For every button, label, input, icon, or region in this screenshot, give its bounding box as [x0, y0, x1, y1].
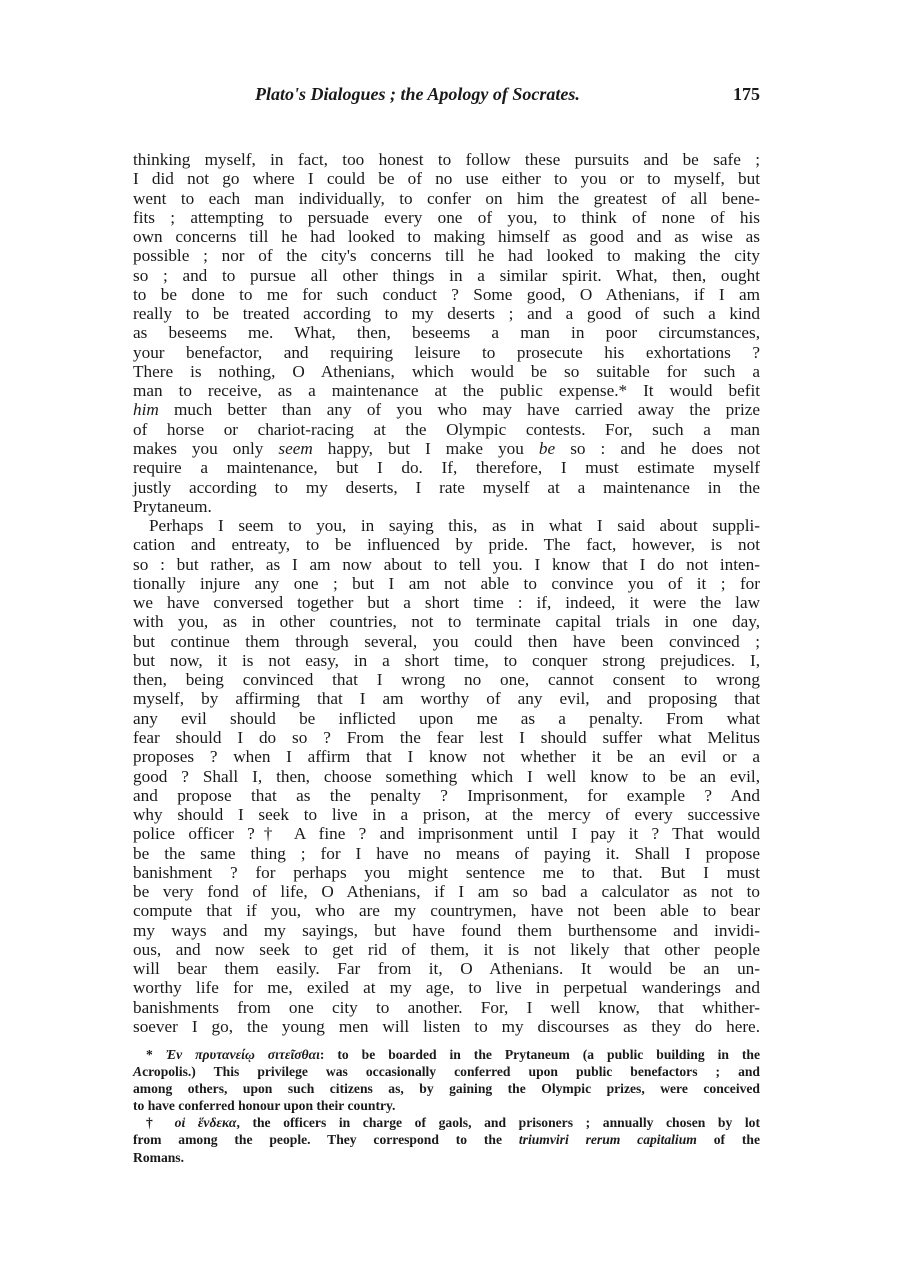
text-segment: fear should I do so ? From the fear lest I should suffer what Melitus — [133, 727, 760, 747]
text-line — [133, 940, 760, 959]
text-segment: I did not go where I could be of no use either to you or to myself, but — [133, 169, 760, 189]
text-line — [133, 805, 760, 824]
text-segment: proposes ? when I affirm that I know not whether it be an evil or a — [133, 747, 760, 767]
text-line — [133, 921, 760, 940]
text-line — [133, 632, 760, 651]
text-line — [133, 612, 760, 631]
text-segment: so ; and to pursue all other things in a similar spirit. What, then, ought — [133, 265, 760, 285]
text-segment: own concerns till he had looked to making himself as good and as wise as — [133, 227, 760, 247]
text-segment: happy, but I make you — [312, 438, 539, 458]
body-text — [133, 150, 760, 1036]
italic-text-segment: Ἐν πρυτανείῳ σιτεῖσθαι — [165, 1047, 320, 1062]
text-segment: good ? Shall I, then, choose something which I well know to be an evil, — [133, 766, 760, 786]
text-line — [133, 246, 760, 265]
footnote-line — [133, 1097, 760, 1114]
text-segment: much better than any of you who may have carried away the prize — [158, 400, 760, 420]
text-segment: tionally injure any one ; but I am not able to convince you of it ; for — [133, 573, 760, 593]
text-line — [133, 400, 760, 419]
text-segment: * — [146, 1047, 166, 1062]
text-line — [133, 439, 760, 458]
text-line — [133, 728, 760, 747]
text-segment: why should I seek to live in a prison, at the mercy of every successive — [133, 805, 760, 825]
italic-text-segment: οἱ ἕνδεκα — [174, 1115, 237, 1131]
text-line — [133, 478, 760, 497]
text-line — [133, 189, 760, 208]
text-line — [133, 574, 760, 593]
text-segment: but now, it is not easy, in a short time, to conquer strong prejudices. I, — [133, 650, 760, 670]
text-segment: as beseems me. What, then, beseems a man in poor circumstances, — [133, 323, 760, 343]
italic-text-segment: him — [133, 400, 159, 420]
text-segment: myself, by affirming that I am worthy of any evil, and proposing that — [133, 689, 760, 709]
text-segment: thinking myself, in fact, too honest to follow these pursuits and be safe ; — [133, 150, 760, 169]
italic-text-segment: be — [538, 438, 556, 458]
text-segment: justly according to my deserts, I rate myself at a maintenance in the — [133, 477, 760, 497]
text-segment: cation and entreaty, to be influenced by pride. The fact, however, is not — [133, 535, 760, 555]
text-line — [133, 767, 760, 786]
text-line — [133, 458, 760, 477]
text-segment: There is nothing, O Athenians, which would be so suitable for such a — [133, 361, 760, 381]
text-line — [133, 786, 760, 805]
text-segment: really to be treated according to my deserts ; and a good of such a kind — [133, 304, 760, 324]
text-segment: my ways and my sayings, but have found them burthensome and invidi- — [133, 920, 760, 940]
italic-text-segment: seem — [278, 438, 313, 458]
footnote-line — [133, 1114, 760, 1131]
text-line — [133, 824, 760, 843]
text-segment: then, being convinced that I wrong no one, cannot consent to wrong — [133, 670, 760, 690]
text-segment: soever I go, the young men will listen to my discourses as they do here. — [133, 1016, 760, 1036]
text-segment: worthy life for me, exiled at my age, to live in perpetual wanderings and — [133, 978, 760, 998]
italic-text-segment: A — [133, 1064, 143, 1080]
footnote-line — [133, 1063, 760, 1080]
text-segment: among others, upon such citizens as, by gaining the Olympic prizes, were conceived — [133, 1081, 760, 1097]
text-segment: be very fond of life, O Athenians, if I am so bad a calculator as not to — [133, 882, 760, 902]
text-segment: compute that if you, who are my countrymen, have not been able to bear — [133, 901, 760, 921]
footnote-line — [133, 1046, 760, 1063]
text-segment: require a maintenance, but I do. If, therefore, I must estimate myself — [133, 458, 760, 478]
text-line — [133, 689, 760, 708]
text-line — [133, 670, 760, 689]
text-line — [133, 227, 760, 246]
text-line — [133, 150, 760, 169]
text-segment: makes you only — [133, 438, 279, 458]
text-segment: Prytaneum. — [133, 496, 212, 516]
text-line — [133, 285, 760, 304]
text-segment: of the — [696, 1132, 760, 1148]
running-title: Plato's Dialogues ; the Apology of Socrates. — [255, 84, 580, 104]
text-segment: we have conversed together but a short time : if, indeed, it were the law — [133, 593, 760, 613]
text-segment: so : and he does not — [555, 438, 760, 458]
text-segment: and propose that as the penalty ? Imprisonment, for example ? And — [133, 785, 760, 805]
text-segment: so : but rather, as I am now about to tell you. I know that I do not inten- — [133, 554, 760, 574]
text-line — [133, 901, 760, 920]
text-segment: , the officers in charge of gaols, and prisoners ; annually chosen by lot — [236, 1115, 760, 1131]
text-segment: banishment ? for perhaps you might sentence me to that. But I must — [133, 862, 760, 882]
text-segment: police officer ?† A fine ? and imprisonment until I pay it ? That would — [133, 824, 760, 844]
text-line — [133, 882, 760, 901]
footnotes — [133, 1046, 760, 1166]
footnote-line — [133, 1131, 760, 1148]
text-line — [133, 343, 760, 362]
text-line — [133, 978, 760, 997]
text-line — [133, 304, 760, 323]
text-segment: will bear them easily. Far from it, O Athenians. It would be an un- — [133, 959, 760, 979]
text-segment: cropolis.) This privilege was occasionally conferred upon public benefactors ; and — [142, 1064, 760, 1080]
text-segment: of horse or chariot-racing at the Olympic contests. For, such a man — [133, 419, 760, 439]
text-segment: : to be boarded in the Prytaneum (a public building in the — [319, 1047, 760, 1062]
text-line — [133, 323, 760, 342]
text-segment: possible ; nor of the city's concerns till he had looked to making the city — [133, 246, 760, 266]
text-line — [133, 362, 760, 381]
footnote-line — [133, 1080, 760, 1097]
page-number: 175 — [733, 84, 760, 104]
text-line — [133, 516, 760, 535]
text-line — [133, 863, 760, 882]
text-line — [133, 844, 760, 863]
text-segment: any evil should be inflicted upon me as a penalty. From what — [133, 708, 760, 728]
text-segment: Romans. — [133, 1149, 184, 1165]
text-segment: be the same thing ; for I have no means of paying it. Shall I propose — [133, 843, 760, 863]
text-line — [133, 381, 760, 400]
text-line — [133, 651, 760, 670]
text-line — [133, 266, 760, 285]
text-segment: ous, and now seek to get rid of them, it is not likely that other people — [133, 939, 760, 959]
text-line — [133, 555, 760, 574]
text-line — [133, 169, 760, 188]
text-segment: † — [146, 1115, 175, 1131]
text-segment: your benefactor, and requiring leisure to prosecute his exhortations ? — [133, 342, 760, 362]
text-segment: to have conferred honour upon their country. — [133, 1098, 396, 1114]
text-line — [133, 747, 760, 766]
text-line — [133, 709, 760, 728]
text-line — [133, 1017, 760, 1036]
text-segment: banishments from one city to another. For, I well know, that whither- — [133, 997, 760, 1017]
text-line — [133, 998, 760, 1017]
text-segment: but continue them through several, you could then have been convinced ; — [133, 631, 760, 651]
text-segment: went to each man individually, to confer on him the greatest of all bene- — [133, 188, 760, 208]
text-segment: man to receive, as a maintenance at the public expense.* It would befit — [133, 381, 760, 401]
text-line — [133, 208, 760, 227]
text-segment: Perhaps I seem to you, in saying this, as in what I said about suppli- — [149, 516, 760, 536]
text-segment: from among the people. They correspond to the — [133, 1132, 519, 1148]
running-header — [133, 84, 760, 108]
text-line — [133, 593, 760, 612]
text-line — [133, 535, 760, 554]
footnote-line — [133, 1149, 760, 1166]
italic-text-segment: triumviri rerum capitalium — [518, 1132, 697, 1148]
text-line — [133, 497, 760, 516]
text-segment: with you, as in other countries, not to terminate capital trials in one day, — [133, 612, 760, 632]
text-line — [133, 420, 760, 439]
text-line — [133, 959, 760, 978]
text-segment: fits ; attempting to persuade every one of you, to think of none of his — [133, 207, 760, 227]
text-segment: to be done to me for such conduct ? Some good, O Athenians, if I am — [133, 284, 760, 304]
